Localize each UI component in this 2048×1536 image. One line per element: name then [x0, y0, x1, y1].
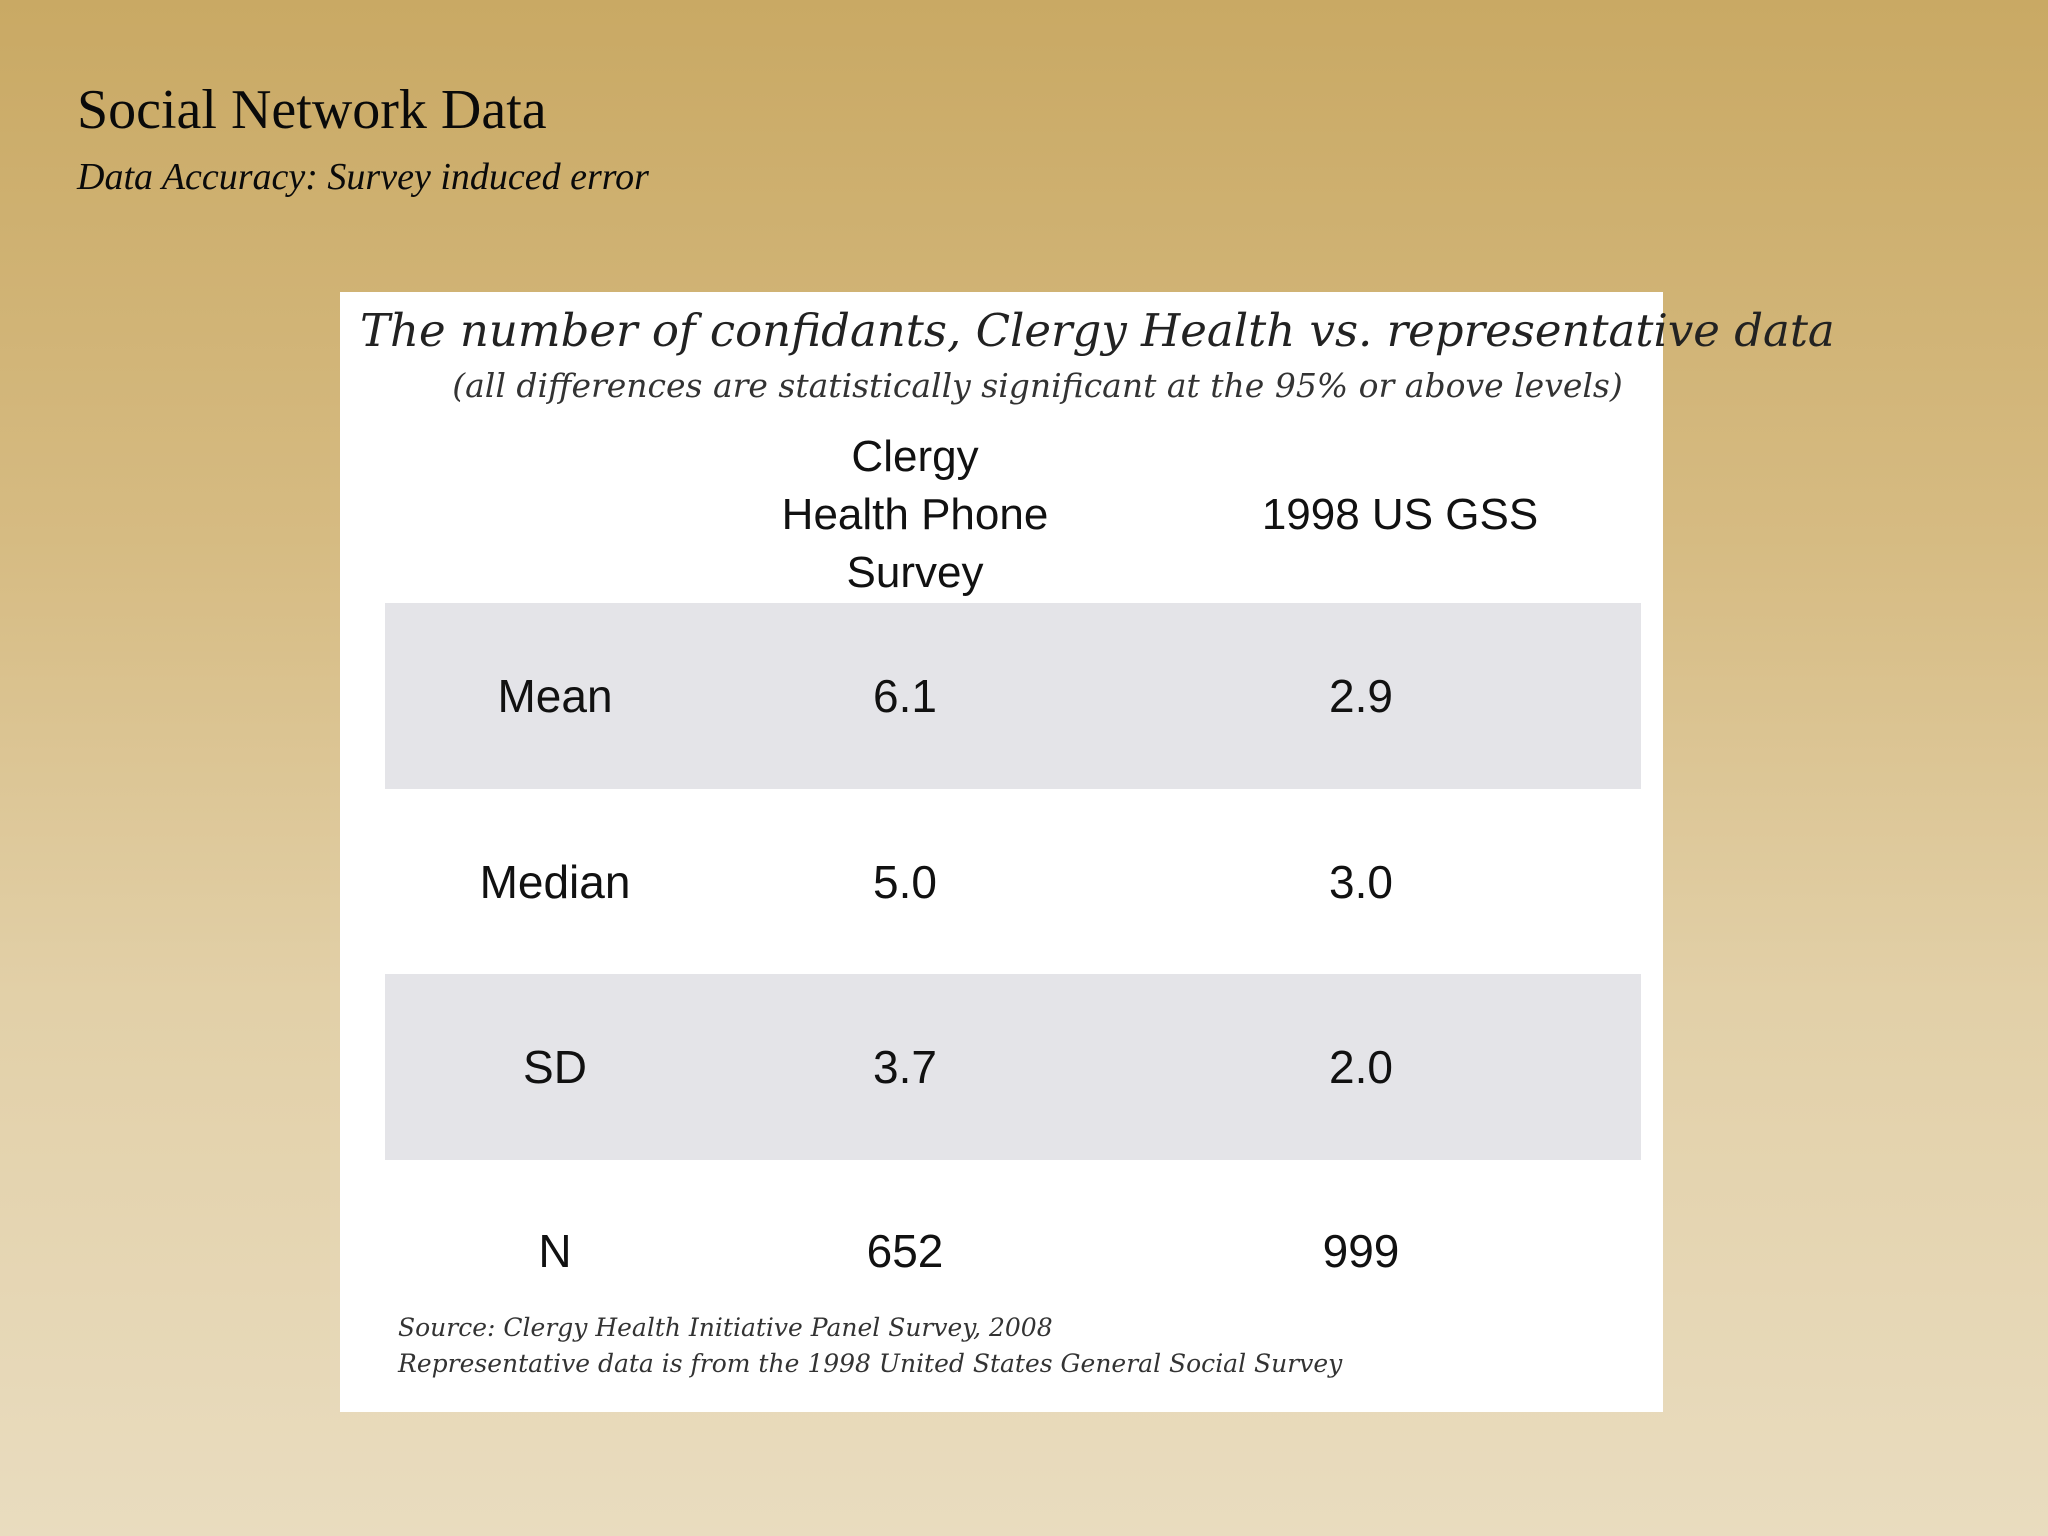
- table-title: The number of confidants, Clergy Health vs. representative data: [360, 304, 1835, 357]
- column-header-clergy-line-2: Health Phone: [781, 490, 1049, 539]
- slide-title: Social Network Data: [77, 79, 547, 141]
- row-label: SD: [523, 1041, 587, 1093]
- slide-subtitle: Data Accuracy: Survey induced error: [77, 156, 649, 198]
- table-row-mean: [385, 603, 1641, 789]
- table-row-sd: [385, 974, 1641, 1160]
- column-header-clergy-line-3: Survey: [846, 548, 984, 597]
- cell-gss-value: 2.9: [1329, 670, 1393, 722]
- cell-clergy-value: 6.1: [873, 670, 937, 722]
- source-line-2: Representative data is from the 1998 United States General Social Survey: [398, 1349, 1343, 1378]
- cell-clergy-value: 3.7: [873, 1041, 937, 1093]
- source-line-1: Source: Clergy Health Initiative Panel Survey, 2008: [398, 1313, 1053, 1342]
- table-row-median: [385, 789, 1641, 975]
- cell-gss-value: 3.0: [1329, 856, 1393, 908]
- row-label: Mean: [497, 670, 613, 722]
- table-card: [340, 292, 1835, 1412]
- table-significance-note: (all differences are statistically significant at the 95% or above levels): [452, 366, 1623, 405]
- column-header-clergy: [780, 428, 1050, 602]
- table-source-note: [398, 1310, 1342, 1382]
- cell-gss-value: 999: [1322, 1225, 1400, 1277]
- cell-clergy-value: 652: [866, 1225, 944, 1277]
- row-label: Median: [479, 856, 631, 908]
- column-header-gss: 1998 US GSS: [1261, 490, 1539, 539]
- cell-gss-value: 2.0: [1329, 1041, 1393, 1093]
- column-header-clergy-line-1: Clergy: [851, 432, 979, 481]
- row-label: N: [538, 1225, 572, 1277]
- cell-clergy-value: 5.0: [873, 856, 937, 908]
